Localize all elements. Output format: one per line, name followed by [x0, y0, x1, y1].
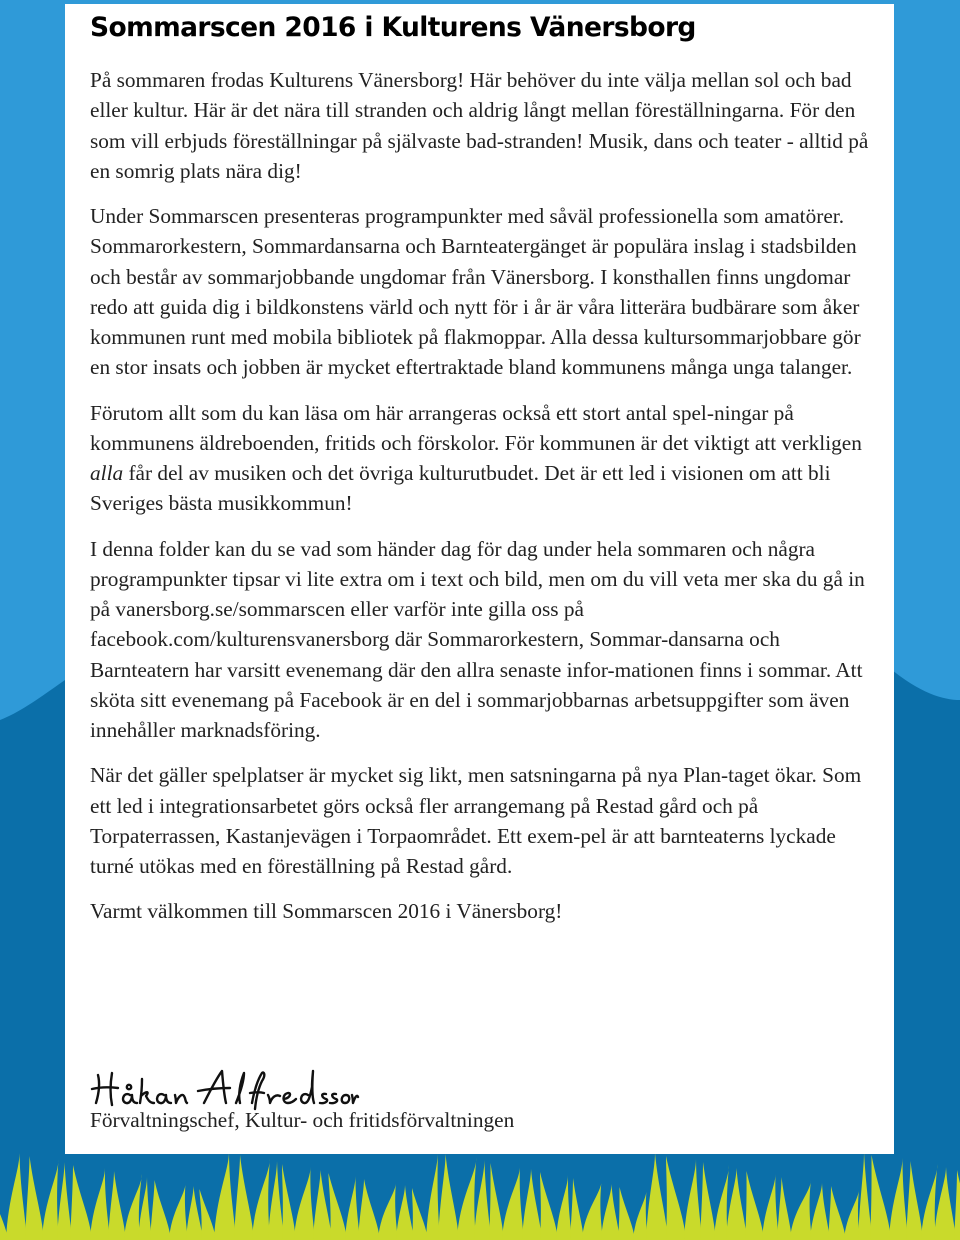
paragraph-1: På sommaren frodas Kulturens Vänersborg! Här behöver du inte välja mellan sol och bad eller kultur. Här är det nära till stranden och aldrig långt mellan föreställningarna. För den som vill erbjuds föreställningar på självaste bad-stranden! Musik, dans och teater - alltid på en somrig plats nära dig!: [90, 68, 869, 183]
intro-text-card: [65, 4, 894, 1154]
paragraph-3: [90, 398, 880, 519]
page-title: Sommarscen 2016 i Kulturens Vänersborg: [90, 12, 696, 43]
paragraph-4: I denna folder kan du se vad som händer dag för dag under hela sommaren och några programpunkter tipsar vi lite extra om i text och bild, men om du vill veta mer ska du gå in på vanersborg.se/sommarscen eller varför inte gilla oss på facebook.com/kulturensvanersborg där Sommarorkestern, Sommar-dansarna och Barnteatern har varsitt evenemang där den allra senaste infor-mationen finns i sommar. Att sköta sitt evenemang på Facebook är en del i sommarjobbarnas arbetsuppgifter som även innehåller marknadsföring.: [90, 536, 865, 742]
paragraph-3-text-before: Förutom allt som du kan läsa om här arrangeras också ett stort antal spel-ningar på kommunens äldreboenden, fritids och förskolor. För kommunen är det viktigt att verkligen: [90, 400, 862, 455]
paragraph-3-text-after: får del av musiken och det övriga kulturutbudet. Det är ett led i visionen om att bli Sveriges bästa musikkommun!: [90, 461, 831, 516]
emphasis-alla: alla: [90, 461, 124, 485]
signature-title: Förvaltningschef, Kultur- och fritidsförvaltningen: [90, 1108, 515, 1132]
paragraph-5: När det gäller spelplatser är mycket sig likt, men satsningarna på nya Plan-taget ökar. Som ett led i integrationsarbetet görs också fler arrangemang på Restad gård och på Torpaterrassen, Kastanjevägen i Torpaområdet. Ett exem-pel är att barnteaterns lyckade turné utökas med en föreställning på Restad gård.: [90, 763, 862, 878]
paragraph-6: Varmt välkommen till Sommarscen 2016 i Vänersborg!: [90, 899, 563, 924]
paragraph-2: Under Sommarscen presenteras programpunkter med såväl professionella som amatörer. Sommarorkestern, Sommardansarna och Barnteatergänget är populära inslag i stadsbilden och består av sommarjobbande ungdomar från Vänersborg. I konsthallen finns ungdomar redo att guida dig i bildkonstens värld och nytt för i år är våra litterära budbärare som åker kommunen runt med mobila bibliotek på flakmoppar. Alla dessa kultursommarjobbare gör en stor insats och jobben är mycket eftertraktade bland kommunens många unga talanger.: [90, 204, 861, 380]
intro-body: [90, 65, 880, 942]
